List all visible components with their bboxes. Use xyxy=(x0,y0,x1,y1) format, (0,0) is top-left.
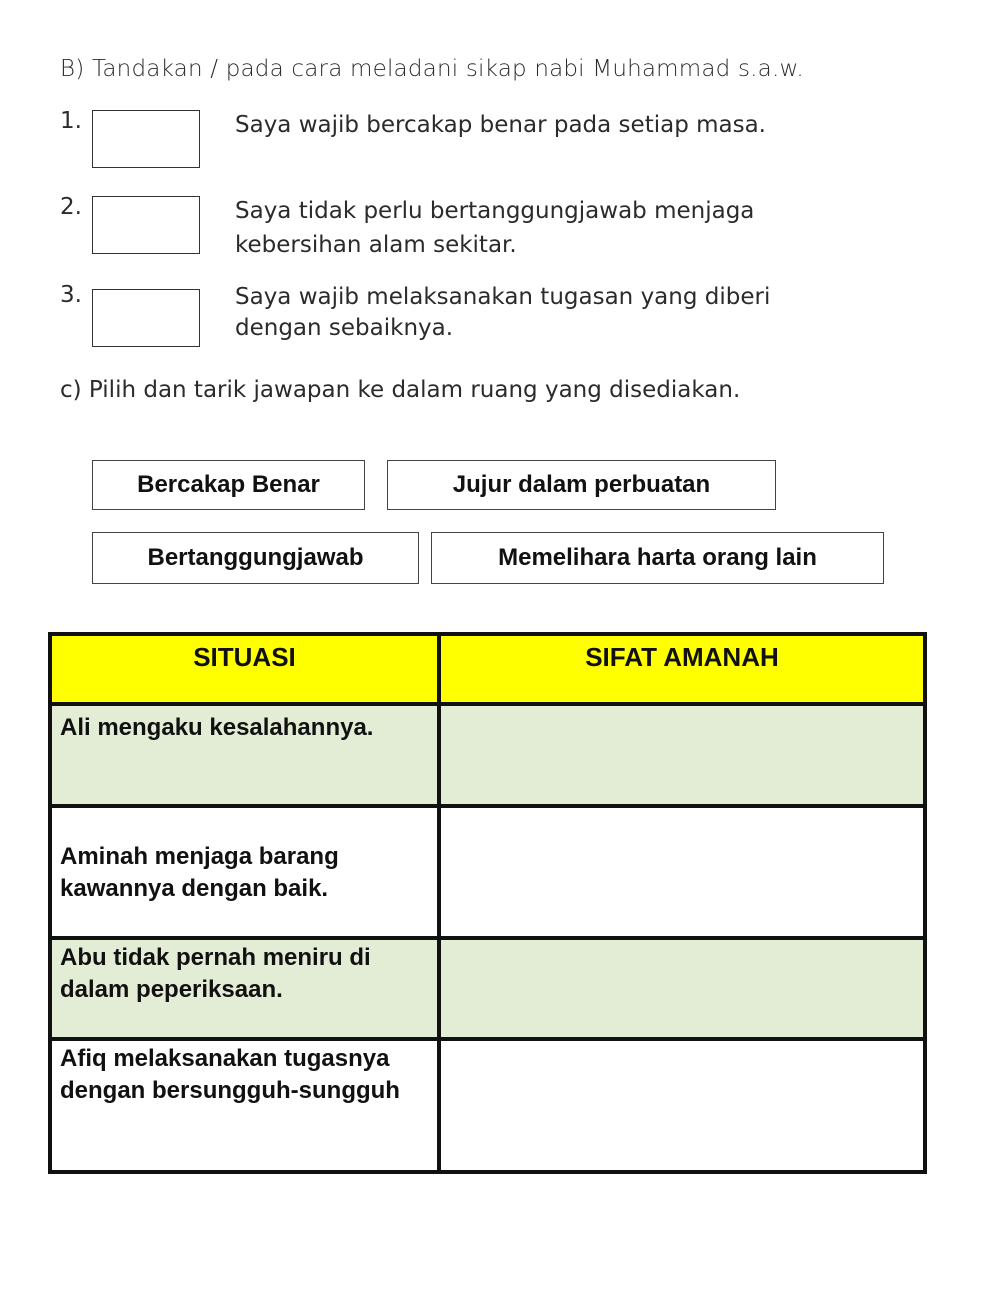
header-sifat-amanah: SIFAT AMANAH xyxy=(439,634,925,704)
item-number: 3. xyxy=(60,282,82,308)
statement-text-2-line1: Saya tidak perlu bertanggungjawab menjaga xyxy=(235,198,755,224)
item-number: 2. xyxy=(60,194,82,220)
statement-text-1 xyxy=(235,108,875,142)
tick-box-1[interactable] xyxy=(92,110,200,168)
statement-text-3-line2: dengan sebaiknya. xyxy=(235,315,454,341)
situation-cell: Ali mengaku kesalahannya. xyxy=(50,704,439,806)
section-c-title: c) Pilih dan tarik jawapan ke dalam ruang yang disediakan. xyxy=(60,377,741,403)
statement-text-2 xyxy=(235,194,875,262)
item-number: 1. xyxy=(60,108,82,134)
statement-text-3 xyxy=(235,282,875,344)
answer-drop-zone[interactable] xyxy=(439,806,925,938)
table-header-row xyxy=(50,634,925,704)
table-row xyxy=(50,938,925,1039)
situation-cell: Abu tidak pernah meniru di dalam peperiksaan. xyxy=(50,938,439,1039)
table-row xyxy=(50,704,925,806)
answer-drop-zone[interactable] xyxy=(439,1039,925,1172)
answer-drop-zone[interactable] xyxy=(439,938,925,1039)
statement-text-3-line1: Saya wajib melaksanakan tugasan yang diberi xyxy=(235,284,771,310)
answer-chip-jujur-dalam-perbuatan[interactable]: Jujur dalam perbuatan xyxy=(387,460,776,510)
answer-chip-memelihara-harta[interactable]: Memelihara harta orang lain xyxy=(431,532,884,584)
tick-box-2[interactable] xyxy=(92,196,200,254)
answer-drop-zone[interactable] xyxy=(439,704,925,806)
situation-cell: Afiq melaksanakan tugasnya dengan bersungguh-sungguh xyxy=(50,1039,439,1172)
situation-cell: Aminah menjaga barang kawannya dengan baik. xyxy=(50,806,439,938)
header-situasi: SITUASI xyxy=(50,634,439,704)
answer-chip-bercakap-benar[interactable]: Bercakap Benar xyxy=(92,460,365,510)
table-row xyxy=(50,806,925,938)
section-b-title: B) Tandakan / pada cara meladani sikap nabi Muhammad s.a.w. xyxy=(60,56,804,82)
statement-text-2-line2: kebersihan alam sekitar. xyxy=(235,232,517,258)
tick-box-3[interactable] xyxy=(92,289,200,347)
table-row xyxy=(50,1039,925,1172)
statement-text-1-line1: Saya wajib bercakap benar pada setiap masa. xyxy=(235,112,766,138)
situasi-amanah-table xyxy=(48,632,927,1174)
answer-chip-bertanggungjawab[interactable]: Bertanggungjawab xyxy=(92,532,419,584)
